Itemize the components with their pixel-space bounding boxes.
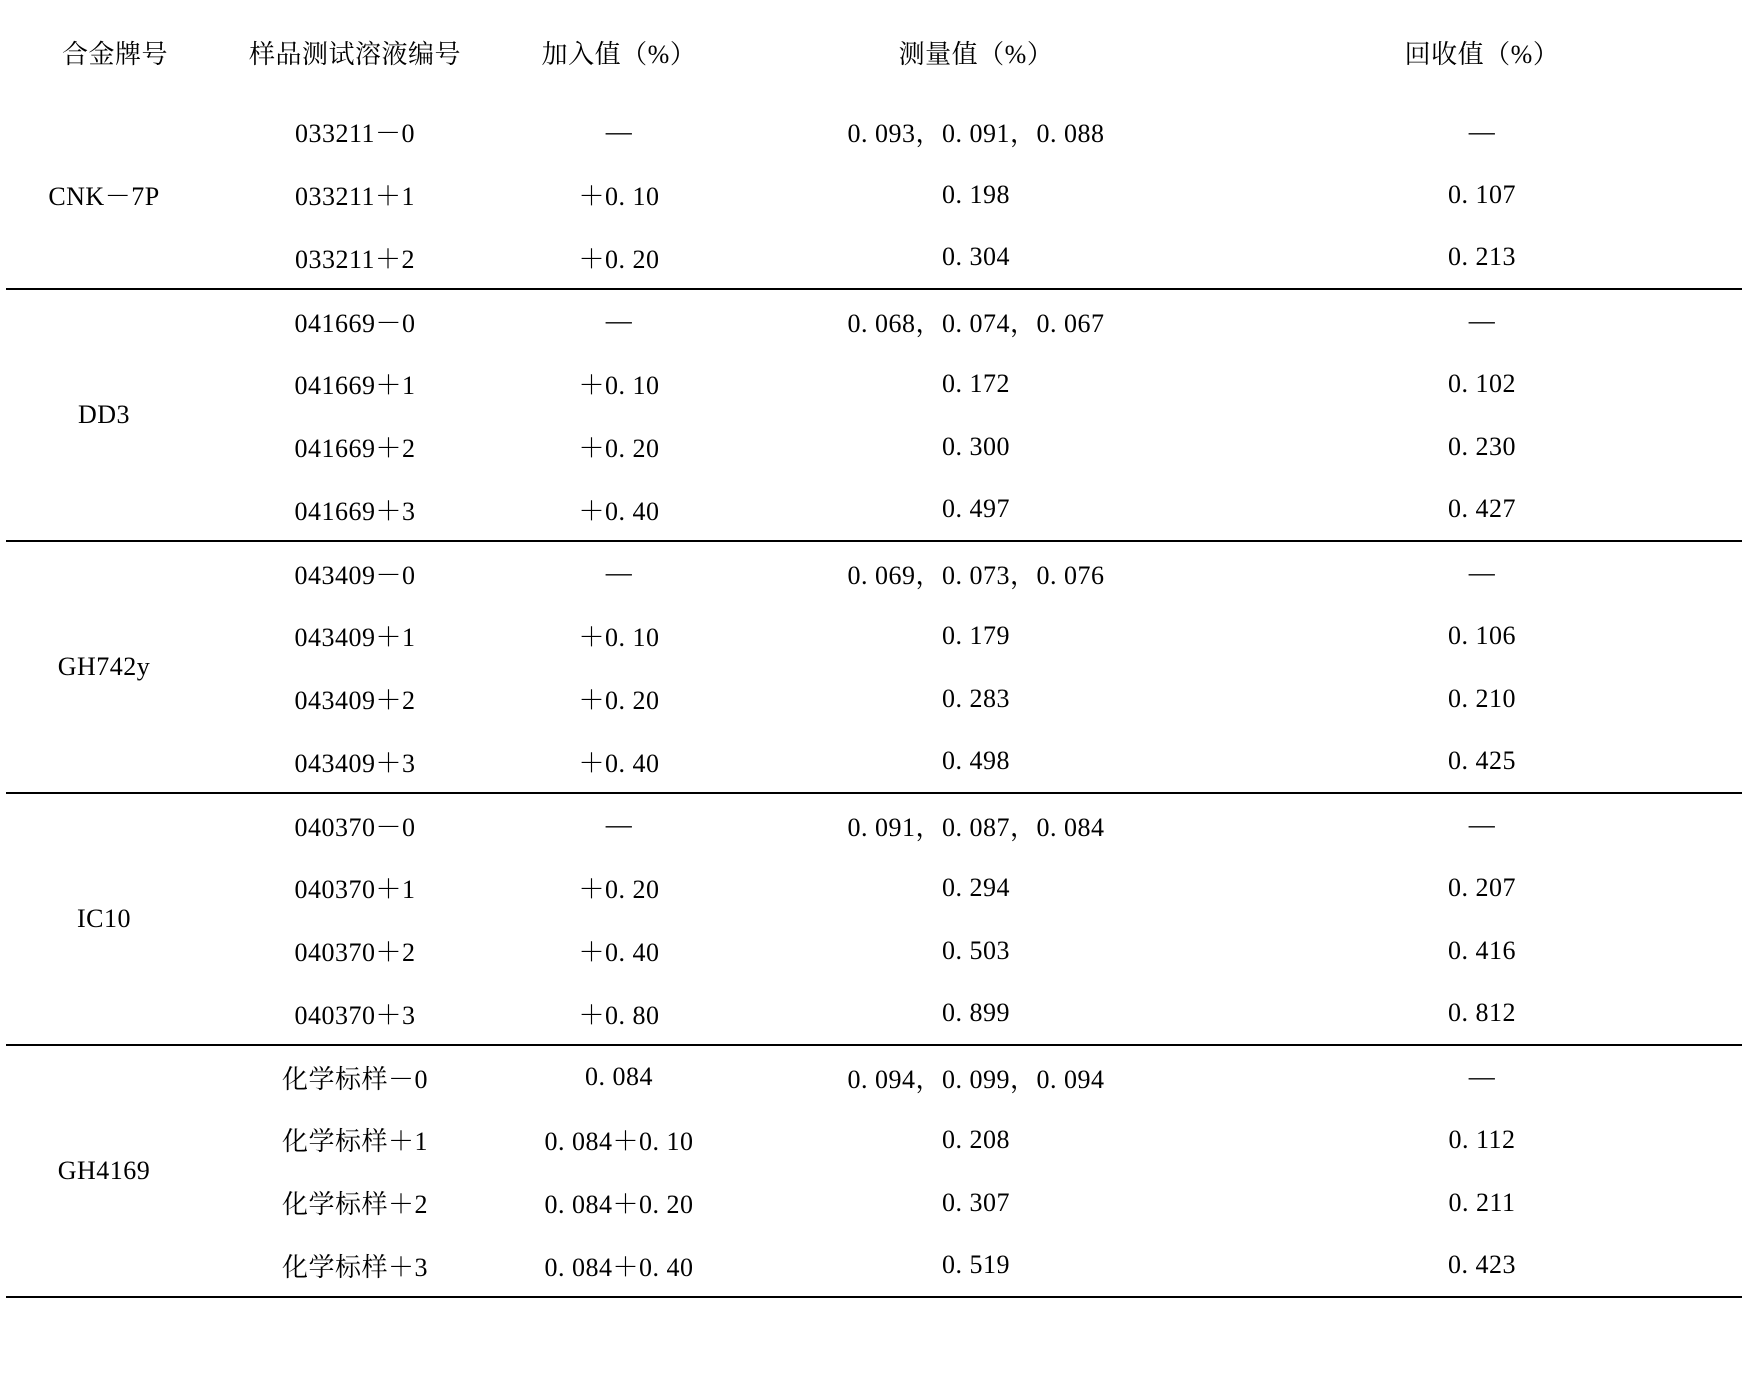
cell-added-value: 0. 084＋0. 10 <box>544 1127 694 1156</box>
cell-recovered-value: 0. 812 <box>1222 982 1742 1045</box>
cell-measured-value: 0. 172 <box>942 368 1010 398</box>
cell-recovered-value: 0. 425 <box>1222 730 1742 793</box>
column-header-alloy: 合金牌号 <box>61 39 168 69</box>
cell-sample-id: 化学标样＋1 <box>281 1127 428 1156</box>
cell-measured-value: 0. 093，0. 091，0. 088 <box>847 119 1105 148</box>
cell-sample-id: 041669－0 <box>294 308 416 338</box>
cell-sample-id: 043409＋3 <box>202 730 508 793</box>
cell-measured-value: 0. 069，0. 073，0. 076 <box>847 560 1105 590</box>
table-row <box>6 100 1742 163</box>
cell-measured-value: 0. 899 <box>730 982 1222 1045</box>
table-row <box>6 226 1742 289</box>
cell-recovered-value: 0. 416 <box>1448 935 1516 965</box>
table-row <box>6 604 1742 667</box>
cell-measured-value: 0. 091，0. 087，0. 084 <box>847 812 1105 842</box>
cell-recovered-value: — <box>1468 306 1496 335</box>
cell-added-value: — <box>605 116 633 146</box>
cell-recovered-value: — <box>1468 558 1496 587</box>
cell-sample-id: 043409＋1 <box>294 623 416 652</box>
cell-alloy-name: CNK－7P <box>6 100 202 289</box>
cell-added-value: — <box>605 306 633 335</box>
table-row <box>6 478 1742 541</box>
cell-added-value: ＋0. 20 <box>578 434 660 463</box>
cell-added-value: 0. 084＋0. 20 <box>544 1190 694 1219</box>
table-row <box>6 793 1742 856</box>
table-row <box>6 289 1742 352</box>
cell-recovered-value: 0. 107 <box>1448 179 1516 209</box>
table-row <box>6 1045 1742 1108</box>
cell-measured-value: 0. 198 <box>942 179 1010 209</box>
cell-recovered-value: 0. 427 <box>1222 478 1742 541</box>
cell-sample-id: 033211－0 <box>294 119 416 148</box>
cell-recovered-value: 0. 102 <box>1448 368 1516 398</box>
cell-recovered-value: 0. 207 <box>1448 872 1516 902</box>
cell-sample-id: 化学标样－0 <box>281 1064 428 1094</box>
cell-recovered-value: 0. 112 <box>1448 1124 1516 1154</box>
cell-measured-value: 0. 519 <box>730 1234 1222 1297</box>
cell-measured-value: 0. 498 <box>730 730 1222 793</box>
cell-measured-value: 0. 094，0. 099，0. 094 <box>847 1064 1105 1094</box>
cell-added-value: ＋0. 40 <box>508 730 730 793</box>
table-header <box>6 4 1742 100</box>
cell-measured-value: 0. 283 <box>942 683 1010 713</box>
cell-added-value: ＋0. 10 <box>578 182 660 211</box>
table-row <box>6 919 1742 982</box>
cell-alloy-name: IC10 <box>6 793 202 1045</box>
cell-recovered-value: — <box>1468 116 1496 146</box>
cell-alloy-name: GH742y <box>6 541 202 793</box>
cell-measured-value: 0. 503 <box>942 935 1010 965</box>
column-header-added: 加入值（%） <box>541 39 697 69</box>
cell-recovered-value: 0. 211 <box>1448 1187 1516 1217</box>
cell-alloy-name: DD3 <box>6 289 202 541</box>
cell-measured-value: 0. 068，0. 074，0. 067 <box>847 308 1105 338</box>
cell-sample-id: 041669＋3 <box>202 478 508 541</box>
cell-recovered-value: 0. 106 <box>1448 620 1516 650</box>
cell-added-value: ＋0. 40 <box>578 938 660 967</box>
cell-sample-id: 041669＋2 <box>294 434 416 463</box>
cell-measured-value: 0. 179 <box>942 620 1010 650</box>
cell-sample-id: 041669＋1 <box>294 371 416 400</box>
cell-recovered-value: 0. 423 <box>1222 1234 1742 1297</box>
cell-sample-id: 040370－0 <box>294 812 416 842</box>
table-row <box>6 163 1742 226</box>
table-row <box>6 541 1742 604</box>
cell-measured-value: 0. 307 <box>942 1187 1010 1217</box>
column-header-measured: 测量值（%） <box>898 39 1054 69</box>
cell-measured-value: 0. 497 <box>730 478 1222 541</box>
table-row <box>6 730 1742 793</box>
cell-sample-id: 040370＋2 <box>294 938 416 967</box>
cell-sample-id: 033211＋1 <box>294 182 416 211</box>
table-row <box>6 1171 1742 1234</box>
cell-alloy-name: GH4169 <box>6 1045 202 1297</box>
document-page <box>0 4 1748 1383</box>
cell-added-value: ＋0. 10 <box>578 623 660 652</box>
table-header-row <box>6 4 1742 100</box>
cell-recovered-value: 0. 213 <box>1222 226 1742 289</box>
cell-added-value: ＋0. 20 <box>578 875 660 904</box>
cell-measured-value: 0. 294 <box>942 872 1010 902</box>
table-row <box>6 1108 1742 1171</box>
cell-measured-value: 0. 304 <box>730 226 1222 289</box>
cell-sample-id: 043409－0 <box>294 560 416 590</box>
cell-added-value: ＋0. 20 <box>578 686 660 715</box>
recovery-results-table <box>6 4 1742 1298</box>
cell-measured-value: 0. 300 <box>942 431 1010 461</box>
cell-recovered-value: — <box>1468 1062 1496 1091</box>
table-row <box>6 667 1742 730</box>
cell-added-value: — <box>605 558 633 587</box>
cell-added-value: ＋0. 40 <box>508 478 730 541</box>
cell-added-value: ＋0. 10 <box>578 371 660 400</box>
cell-sample-id: 040370＋1 <box>294 875 416 904</box>
cell-recovered-value: 0. 230 <box>1448 431 1516 461</box>
cell-sample-id: 化学标样＋3 <box>202 1234 508 1297</box>
cell-sample-id: 化学标样＋2 <box>281 1190 428 1219</box>
cell-recovered-value: 0. 210 <box>1448 683 1516 713</box>
cell-measured-value: 0. 208 <box>942 1124 1010 1154</box>
column-header-recovered: 回收值（%） <box>1404 39 1560 69</box>
table-row <box>6 415 1742 478</box>
cell-sample-id: 033211＋2 <box>202 226 508 289</box>
table-row <box>6 1234 1742 1297</box>
cell-sample-id: 043409＋2 <box>294 686 416 715</box>
table-row <box>6 352 1742 415</box>
cell-added-value: 0. 084＋0. 40 <box>508 1234 730 1297</box>
column-header-sample: 样品测试溶液编号 <box>248 39 461 69</box>
table-row <box>6 856 1742 919</box>
cell-added-value: 0. 084 <box>585 1062 653 1091</box>
cell-added-value: ＋0. 80 <box>508 982 730 1045</box>
table-row <box>6 982 1742 1045</box>
table-body <box>6 100 1742 1297</box>
cell-added-value: ＋0. 20 <box>508 226 730 289</box>
cell-recovered-value: — <box>1468 810 1496 839</box>
cell-added-value: — <box>605 810 633 839</box>
cell-sample-id: 040370＋3 <box>202 982 508 1045</box>
